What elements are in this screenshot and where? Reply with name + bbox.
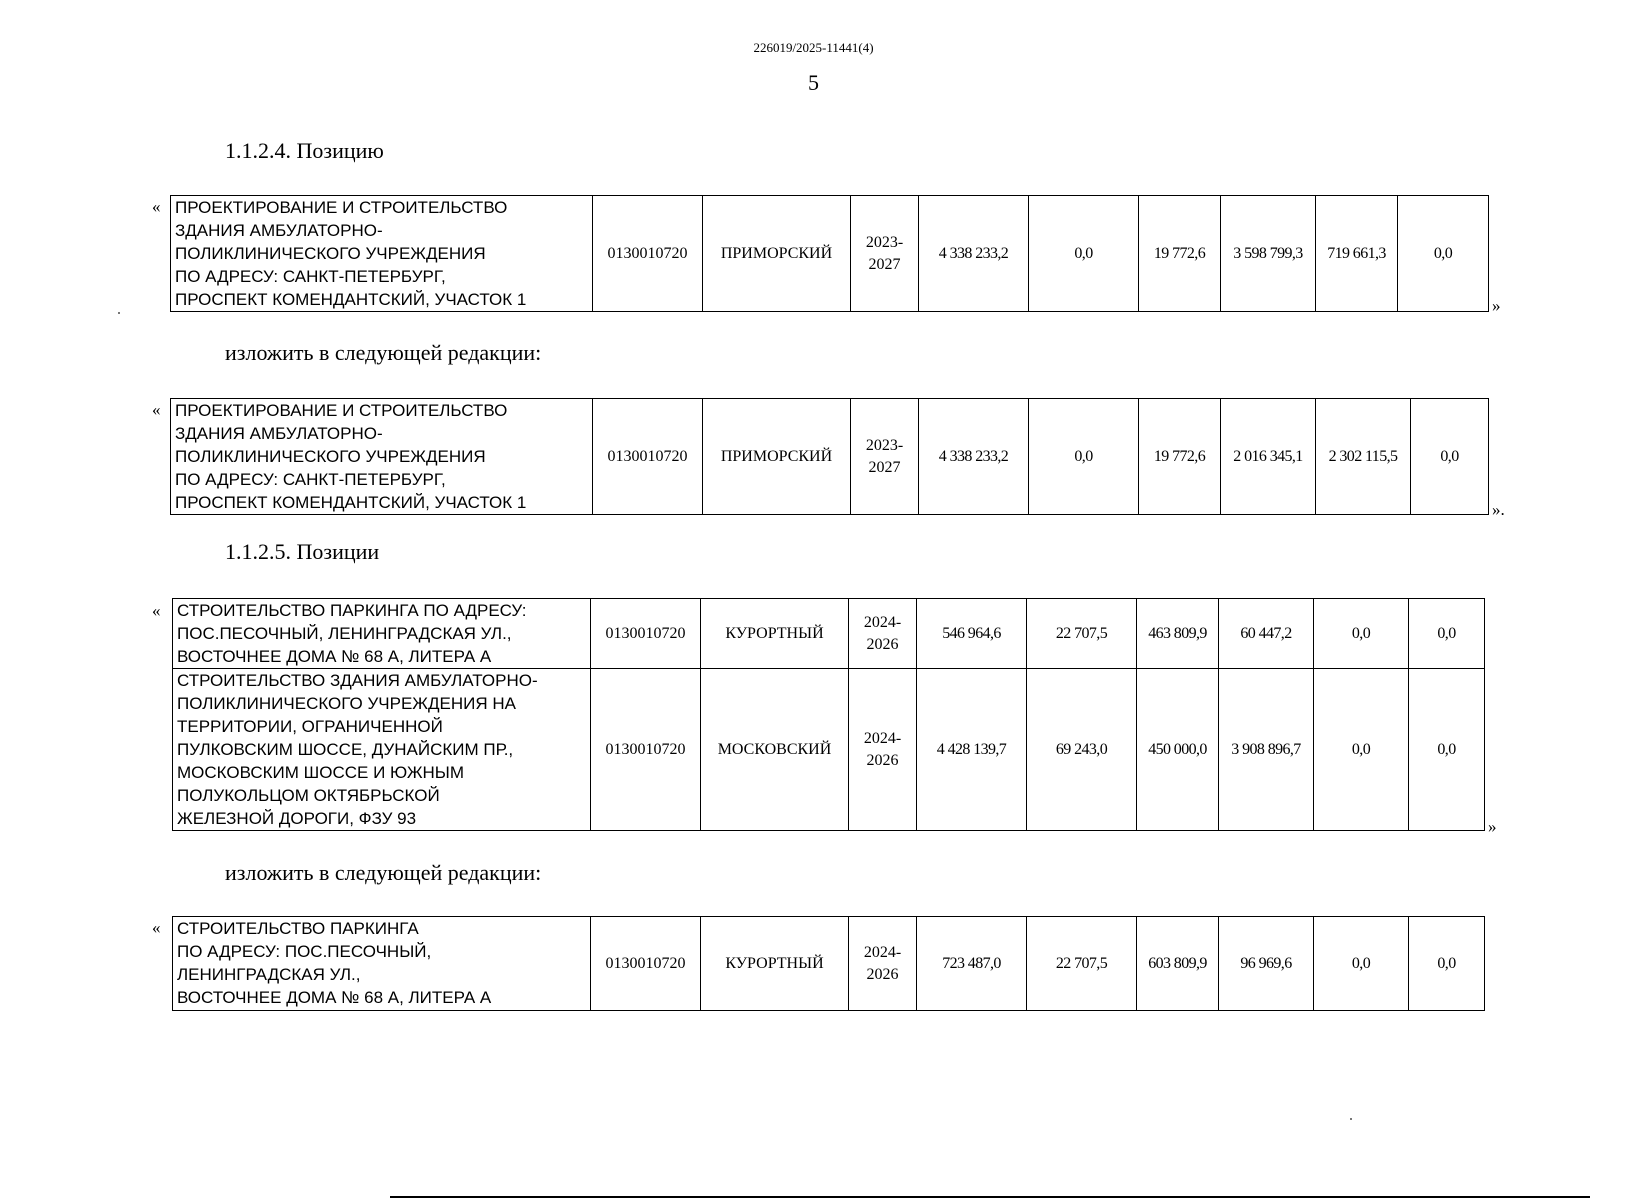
object-name-line: ПОС.ПЕСОЧНЫЙ, ЛЕНИНГРАДСКАЯ УЛ.,	[177, 624, 512, 643]
code-cell: 0130010720	[593, 196, 703, 312]
code-cell: 0130010720	[591, 917, 701, 1011]
object-name-line: ПОЛУКОЛЬЦОМ ОКТЯБРЬСКОЙ	[177, 786, 440, 805]
funding-cell-3: 3 908 896,7	[1219, 669, 1314, 831]
opening-quote: «	[152, 197, 161, 216]
scan-speck	[118, 312, 120, 314]
object-name-line: МОСКОВСКИМ ШОССЕ И ЮЖНЫМ	[177, 763, 464, 782]
code-cell: 0130010720	[591, 599, 701, 669]
object-name-line: ПОЛИКЛИНИЧЕСКОГО УЧРЕЖДЕНИЯ	[175, 447, 486, 466]
positions-table-original-1-1-2-4	[170, 195, 1489, 312]
object-name-line: СТРОИТЕЛЬСТВО ЗДАНИЯ АМБУЛАТОРНО-	[177, 671, 538, 690]
replace-instruction: изложить в следующей редакции:	[225, 340, 542, 365]
object-name-line: ВОСТОЧНЕЕ ДОМА № 68 А, ЛИТЕРА А	[177, 988, 492, 1007]
object-name-line: ПРОЕКТИРОВАНИЕ И СТРОИТЕЛЬСТВО	[175, 198, 508, 217]
section-heading-1-1-2-5: 1.1.2.5. Позиции	[225, 539, 380, 564]
total-cost-cell: 4 338 233,2	[919, 399, 1029, 515]
funding-cell-3: 3 598 799,3	[1221, 196, 1316, 312]
opening-quote: «	[152, 918, 161, 937]
page-number: 5	[808, 70, 819, 95]
district-cell: ПРИМОРСКИЙ	[703, 196, 851, 312]
table-row	[173, 599, 1485, 669]
object-name-cell	[173, 917, 591, 1011]
object-name-line: ПРОЕКТИРОВАНИЕ И СТРОИТЕЛЬСТВО	[175, 401, 508, 420]
funding-cell-1: 22 707,5	[1027, 917, 1137, 1011]
object-name-line: ПРОСПЕКТ КОМЕНДАНТСКИЙ, УЧАСТОК 1	[175, 493, 527, 512]
code-cell: 0130010720	[591, 669, 701, 831]
funding-cell-5: 0,0	[1411, 399, 1489, 515]
funding-cell-3: 60 447,2	[1219, 599, 1314, 669]
years-cell	[851, 399, 919, 515]
positions-table-revised-1-1-2-5	[172, 916, 1485, 1011]
table-row	[173, 669, 1485, 831]
district-cell: КУРОРТНЫЙ	[701, 917, 849, 1011]
funding-cell-2: 603 809,9	[1137, 917, 1219, 1011]
funding-cell-2: 19 772,6	[1139, 196, 1221, 312]
years-end: 2027	[868, 255, 901, 273]
object-name-line: ПРОСПЕКТ КОМЕНДАНТСКИЙ, УЧАСТОК 1	[175, 290, 527, 309]
funding-cell-5: 0,0	[1398, 196, 1489, 312]
total-cost-cell: 546 964,6	[917, 599, 1027, 669]
object-name-line: ЖЕЛЕЗНОЙ ДОРОГИ, ФЗУ 93	[177, 809, 417, 828]
object-name-line: ПОЛИКЛИНИЧЕСКОГО УЧРЕЖДЕНИЯ	[175, 244, 486, 263]
object-name-line: ЗДАНИЯ АМБУЛАТОРНО-	[175, 424, 383, 443]
funding-cell-4: 0,0	[1314, 669, 1409, 831]
section-heading-1-1-2-4: 1.1.2.4. Позицию	[225, 138, 384, 163]
funding-cell-1: 69 243,0	[1027, 669, 1137, 831]
total-cost-cell: 4 428 139,7	[917, 669, 1027, 831]
funding-cell-4: 719 661,3	[1316, 196, 1398, 312]
closing-quote: »	[1492, 296, 1501, 315]
replace-instruction: изложить в следующей редакции:	[225, 860, 542, 885]
years-cell	[851, 196, 919, 312]
table-row	[171, 399, 1489, 515]
funding-cell-5: 0,0	[1409, 917, 1485, 1011]
object-name-line: ПОЛИКЛИНИЧЕСКОГО УЧРЕЖДЕНИЯ НА	[177, 694, 516, 713]
table-row	[171, 196, 1489, 312]
object-name-cell	[171, 399, 593, 515]
scan-speck	[1350, 1118, 1352, 1120]
object-name-line: ЛЕНИНГРАДСКАЯ УЛ.,	[177, 965, 361, 984]
funding-cell-4: 2 302 115,5	[1316, 399, 1411, 515]
object-name-line: ВОСТОЧНЕЕ ДОМА № 68 А, ЛИТЕРА А	[177, 647, 492, 666]
years-cell	[849, 599, 917, 669]
district-cell: ПРИМОРСКИЙ	[703, 399, 851, 515]
object-name-cell	[171, 196, 593, 312]
closing-quote: »	[1488, 817, 1497, 836]
table-row	[173, 917, 1485, 1011]
years-end: 2026	[866, 635, 899, 653]
total-cost-cell: 4 338 233,2	[919, 196, 1029, 312]
object-name-line: ТЕРРИТОРИИ, ОГРАНИЧЕННОЙ	[177, 717, 443, 736]
positions-table-original-1-1-2-5	[172, 598, 1485, 831]
object-name-line: ПУЛКОВСКИМ ШОССЕ, ДУНАЙСКИМ ПР.,	[177, 740, 514, 759]
opening-quote: «	[152, 400, 161, 419]
object-name-cell	[173, 669, 591, 831]
object-name-line: ПО АДРЕСУ: ПОС.ПЕСОЧНЫЙ,	[177, 942, 432, 961]
years-start: 2023-	[865, 436, 904, 454]
years-cell	[849, 669, 917, 831]
years-start: 2024-	[863, 613, 902, 631]
funding-cell-4: 0,0	[1314, 599, 1409, 669]
positions-table-revised-1-1-2-4	[170, 398, 1489, 515]
object-name-line: ПО АДРЕСУ: САНКТ-ПЕТЕРБУРГ,	[175, 267, 446, 286]
code-cell: 0130010720	[593, 399, 703, 515]
years-start: 2024-	[863, 729, 902, 747]
funding-cell-2: 450 000,0	[1137, 669, 1219, 831]
years-end: 2026	[866, 751, 899, 769]
object-name-line: ПО АДРЕСУ: САНКТ-ПЕТЕРБУРГ,	[175, 470, 446, 489]
years-end: 2027	[868, 458, 901, 476]
funding-cell-3: 96 969,6	[1219, 917, 1314, 1011]
object-name-cell	[173, 599, 591, 669]
district-cell: МОСКОВСКИЙ	[701, 669, 849, 831]
object-name-line: СТРОИТЕЛЬСТВО ПАРКИНГА ПО АДРЕСУ:	[177, 601, 527, 620]
years-cell	[849, 917, 917, 1011]
funding-cell-5: 0,0	[1409, 669, 1485, 831]
total-cost-cell: 723 487,0	[917, 917, 1027, 1011]
scan-edge-line	[390, 1196, 1590, 1198]
funding-cell-5: 0,0	[1409, 599, 1485, 669]
funding-cell-2: 19 772,6	[1139, 399, 1221, 515]
opening-quote: «	[152, 601, 161, 620]
object-name-line: СТРОИТЕЛЬСТВО ПАРКИНГА	[177, 919, 419, 938]
years-start: 2023-	[865, 233, 904, 251]
document-registration-number: 226019/2025-11441(4)	[753, 40, 874, 55]
district-cell: КУРОРТНЫЙ	[701, 599, 849, 669]
funding-cell-1: 0,0	[1029, 399, 1139, 515]
funding-cell-1: 0,0	[1029, 196, 1139, 312]
funding-cell-4: 0,0	[1314, 917, 1409, 1011]
object-name-line: ЗДАНИЯ АМБУЛАТОРНО-	[175, 221, 383, 240]
funding-cell-2: 463 809,9	[1137, 599, 1219, 669]
years-start: 2024-	[863, 943, 902, 961]
years-end: 2026	[866, 965, 899, 983]
funding-cell-3: 2 016 345,1	[1221, 399, 1316, 515]
closing-quote: ».	[1492, 500, 1505, 519]
funding-cell-1: 22 707,5	[1027, 599, 1137, 669]
